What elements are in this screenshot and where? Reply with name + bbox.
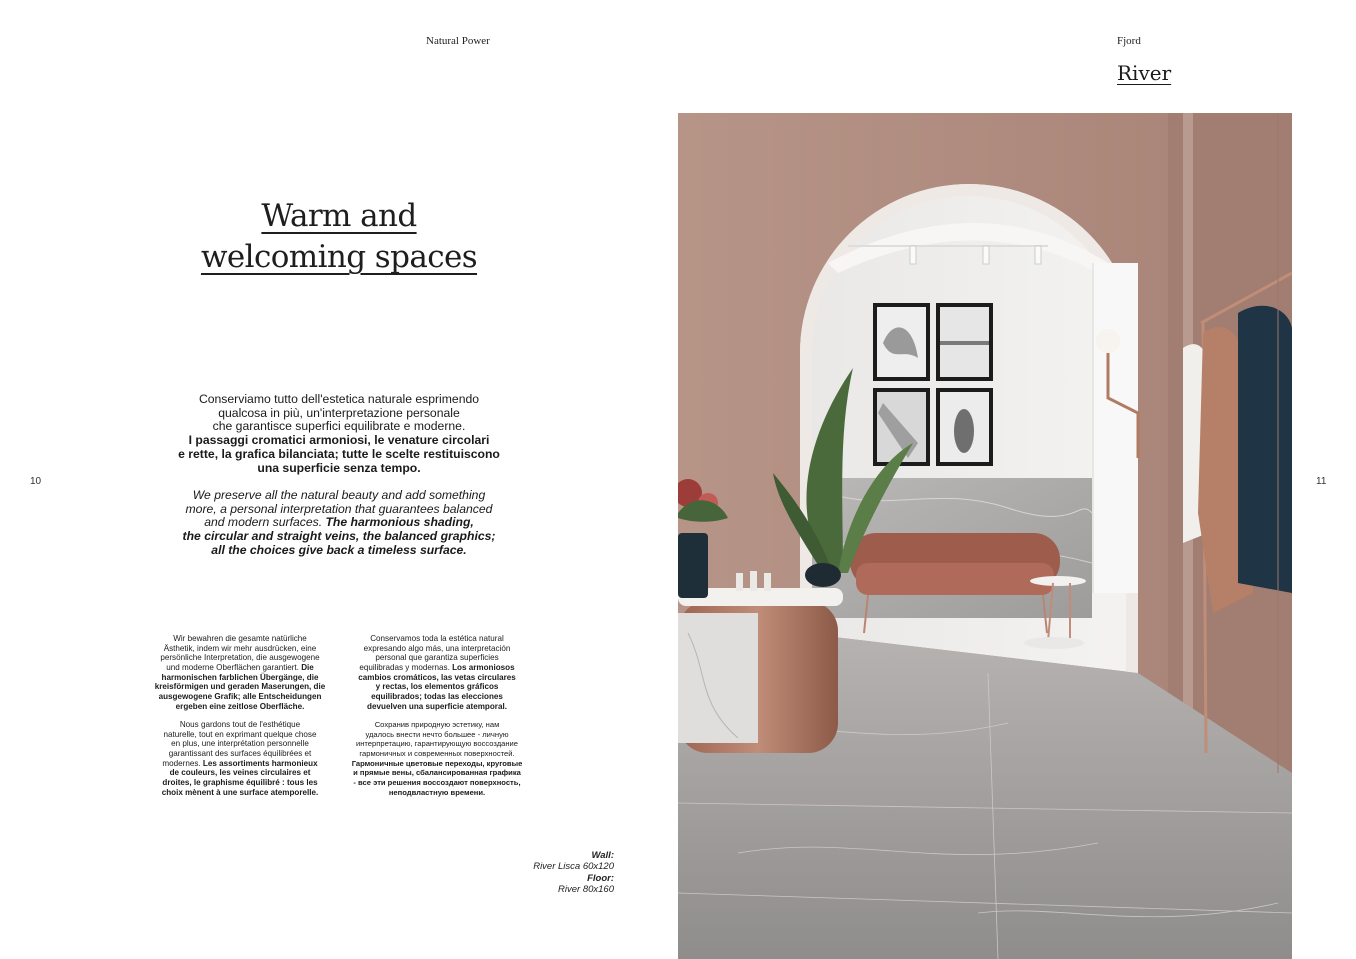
body-text-spanish xyxy=(347,634,527,711)
es-bold-line: Los armoniosos xyxy=(452,662,515,672)
running-header-right: Fjord xyxy=(1117,35,1141,47)
interior-photo xyxy=(678,113,1292,959)
photo-caption xyxy=(533,850,614,896)
intro-en-bold-line: all the choices give back a timeless surface. xyxy=(211,542,467,557)
running-header-left: Natural Power xyxy=(426,35,490,47)
intro-it-line: qualcosa in più, un'interpretazione personale xyxy=(218,405,460,420)
es-line: Conservamos toda la estética natural xyxy=(370,634,504,643)
body-text-russian xyxy=(347,720,527,797)
intro-italian xyxy=(150,393,528,475)
page-number-left: 10 xyxy=(30,476,42,487)
es-line: personal que garantiza superficies xyxy=(375,653,499,663)
de-bold-line: Die xyxy=(301,662,314,672)
reception-desk xyxy=(678,571,843,753)
intro-en-bold-line: the circular and straight veins, the balanced graphics; xyxy=(182,529,496,544)
de-line: persönliche Interpretation, die ausgewogene xyxy=(160,653,320,663)
es-bold-line: cambios cromáticos, las vetas circulares xyxy=(358,672,516,682)
es-bold-line: devuelven una superficie atemporal. xyxy=(367,701,507,711)
body-text-french xyxy=(150,720,330,797)
fr-line: en plus, une interprétation personnelle xyxy=(171,739,309,749)
headline xyxy=(0,196,678,278)
caption-floor-value: River 80x160 xyxy=(558,884,614,896)
ru-bold-line: - все эти решения воссоздают поверхность, xyxy=(353,777,521,787)
headline-line-1: Warm and xyxy=(261,198,417,234)
de-bold-line: harmonischen farblichen Übergänge, die xyxy=(161,672,319,682)
fr-line: modernes. xyxy=(162,758,201,768)
ru-line: Сохранив природную эстетику, нам xyxy=(374,720,500,729)
caption-wall-value: River Lisca 60x120 xyxy=(533,861,614,873)
interior-illustration xyxy=(678,113,1292,959)
de-bold-line: ergeben eine zeitlose Oberfläche. xyxy=(175,701,305,711)
fr-line: Nous gardons tout de l'esthétique xyxy=(179,720,301,729)
de-bold-line: ausgewogene Grafik; alle Entscheidungen xyxy=(158,691,322,701)
caption-wall-label: Wall: xyxy=(591,850,614,861)
ru-bold-line: Гармоничные цветовые переходы, круговые xyxy=(351,758,523,768)
de-line: Ästhetik, indem wir mehr ausdrücken, eine xyxy=(163,643,317,653)
fr-bold-line: de couleurs, les veines circulaires et xyxy=(169,768,311,778)
es-line: expresando algo más, una interpretación xyxy=(363,643,511,653)
ru-bold-line: неподвластную времени. xyxy=(388,787,486,797)
intro-it-line: che garantisce superfici equilibrate e moderne. xyxy=(212,419,466,434)
es-bold-line: equilibrados; todas las elecciones xyxy=(371,691,503,701)
intro-en-line: We preserve all the natural beauty and add something xyxy=(192,488,486,502)
intro-en-line: more, a personal interpretation that guarantees balanced xyxy=(185,501,493,516)
intro-en-line: and modern surfaces. xyxy=(204,515,323,530)
page-number-right: 11 xyxy=(1316,476,1327,487)
intro-it-bold-line: I passaggi cromatici armoniosi, le venature circolari xyxy=(188,433,490,448)
fr-bold-line: Les assortiments harmonieux xyxy=(202,758,318,768)
de-bold-line: kreisförmigen und geraden Maserungen, die xyxy=(154,682,326,692)
es-bold-line: y rectas, los elementos gráficos xyxy=(375,682,499,692)
fr-bold-line: choix mènent à une surface atemporelle. xyxy=(161,787,319,797)
fr-line: naturelle, tout en exprimant quelque chose xyxy=(163,729,317,739)
fr-line: garantissant des surfaces équilibrées et xyxy=(168,748,312,758)
ru-line: удалось внести нечто большее - личную xyxy=(365,729,509,739)
intro-en-bold-line: The harmonious shading, xyxy=(325,515,474,530)
headline-line-2: welcoming spaces xyxy=(200,239,478,275)
fr-bold-line: droites, le graphisme équilibré : tous les xyxy=(162,777,318,787)
de-line: und moderne Oberflächen garantiert. xyxy=(166,662,299,672)
ru-line: гармоничных и современных поверхностей. xyxy=(359,748,515,758)
ru-line: интерпретацию, гарантирующую воссоздание xyxy=(355,739,519,749)
es-line: equilibradas y modernas. xyxy=(359,662,450,672)
section-title: River xyxy=(1117,61,1172,85)
de-line: Wir bewahren die gesamte natürliche xyxy=(173,634,307,643)
intro-english xyxy=(150,489,528,558)
intro-it-bold-line: e rette, la grafica bilanciata; tutte le scelte restituiscono xyxy=(178,446,500,461)
ru-bold-line: и прямые вены, сбалансированная графика xyxy=(353,768,521,778)
caption-floor-label: Floor: xyxy=(587,872,614,884)
intro-it-line: Conserviamo tutto dell'estetica naturale esprimendo xyxy=(198,392,480,406)
body-text-german xyxy=(150,634,330,711)
intro-it-bold-line: una superficie senza tempo. xyxy=(257,460,421,475)
